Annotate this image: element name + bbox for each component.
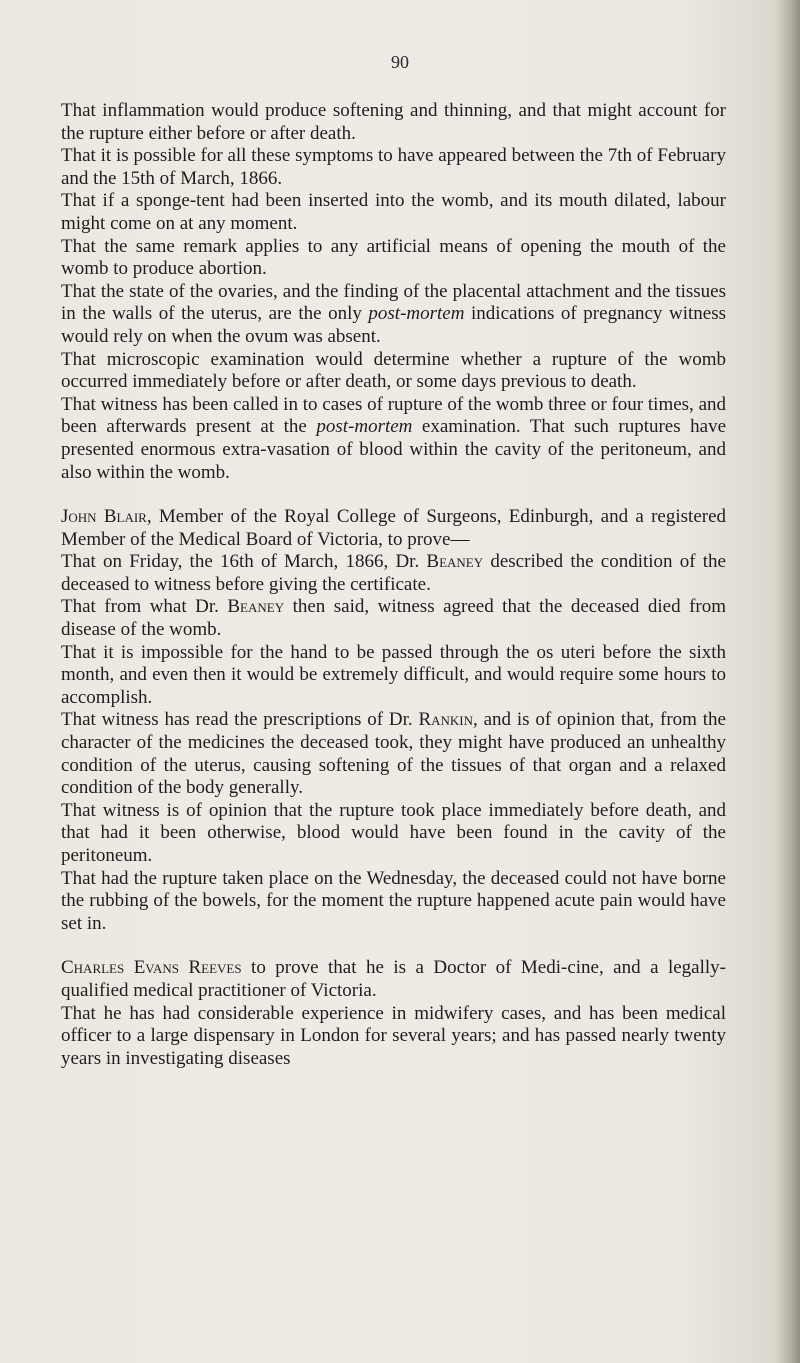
paragraph: That he has had considerable experience in midwifery cases, and has been medical officer to a large dispensary in London for several years; and has passed nearly twenty years in investigating diseases	[61, 1002, 726, 1069]
paragraph	[61, 281, 726, 349]
person-name: Rankin	[418, 709, 474, 731]
witness-intro-blair	[61, 506, 726, 551]
text-run: That witness has read the prescriptions of Dr.	[61, 709, 419, 731]
text-run: That the state of the ovaries, and the finding of the placental attachment and the tissues in the walls of the uterus, are the only	[61, 280, 726, 325]
witness-name: Charles Evans Reeves	[61, 957, 242, 979]
paragraph: That had the rupture taken place on the Wednesday, the deceased could not have borne the rubbing of the bowels, for the moment the rupture happened acute pain would have set in.	[61, 867, 726, 934]
paragraph: That the same remark applies to any artificial means of opening the mouth of the womb to produce abortion.	[61, 235, 726, 280]
text-run: examination. That such ruptures have presented enormous extra-vasation of blood within the cavity of the peritoneum, and also within the womb.	[61, 416, 726, 483]
person-name: Beaney	[426, 551, 484, 573]
paragraph	[61, 709, 726, 799]
body-text	[61, 100, 726, 1070]
page-edge-shadow	[774, 0, 800, 1363]
paragraph: That inflammation would produce softening and thinning, and that might account for the rupture either before or after death.	[61, 100, 726, 144]
text-run: That from what Dr.	[61, 596, 228, 618]
text-run: , Member of the Royal College of Surgeons, Edinburgh, and a registered Member of the Medical Board of Victoria, to prove—	[61, 506, 727, 550]
paragraph: That witness is of opinion that the rupture took place immediately before death, and that had it been otherwise, blood would have been found in the cavity of the peritoneum.	[61, 799, 726, 866]
paragraph	[61, 551, 726, 596]
text-run: to prove that he is a Doctor of Medi-cine, and a legally-qualified medical practitioner of Victoria.	[61, 957, 726, 1001]
witness-intro-reeves	[61, 957, 726, 1002]
paragraph: That microscopic examination would determine whether a rupture of the womb occurred immediately before or after death, or some days previous to death.	[61, 348, 726, 393]
person-name: Beaney	[227, 596, 285, 618]
text-run: That on Friday, the 16th of March, 1866, Dr.	[61, 551, 427, 573]
witness-name: John Blair	[61, 506, 147, 528]
paragraph: That it is impossible for the hand to be passed through the os uteri before the sixth month, and even then it would be extremely difficult, and would require some hours to accomplish.	[61, 641, 726, 708]
paragraph: That if a sponge-tent had been inserted into the womb, and its mouth dilated, labour might come on at any moment.	[61, 190, 726, 234]
paragraph: That it is possible for all these symptoms to have appeared between the 7th of February and the 15th of March, 1866.	[61, 145, 726, 189]
italic-term: post-mortem	[368, 303, 465, 325]
paragraph	[61, 394, 726, 484]
text-run: indications of pregnancy witness would rely on when the ovum was absent.	[61, 303, 726, 347]
text-run: then said, witness agreed that the deceased died from disease of the womb.	[61, 596, 727, 641]
text-run: , and is of opinion that, from the character of the medicines the deceased took, they might have produced an unhealthy condition of the uterus, causing softening of the tissues of that organ and a relaxed condition of the body generally.	[61, 709, 726, 799]
italic-term: post-mortem	[316, 416, 413, 438]
text-run: That witness has been called in to cases of rupture of the womb three or four times, and been afterwards present at the	[61, 393, 726, 438]
page-number: 90	[391, 52, 409, 72]
paragraph	[61, 596, 726, 641]
text-run: described the condition of the deceased to witness before giving the certificate.	[61, 551, 726, 595]
